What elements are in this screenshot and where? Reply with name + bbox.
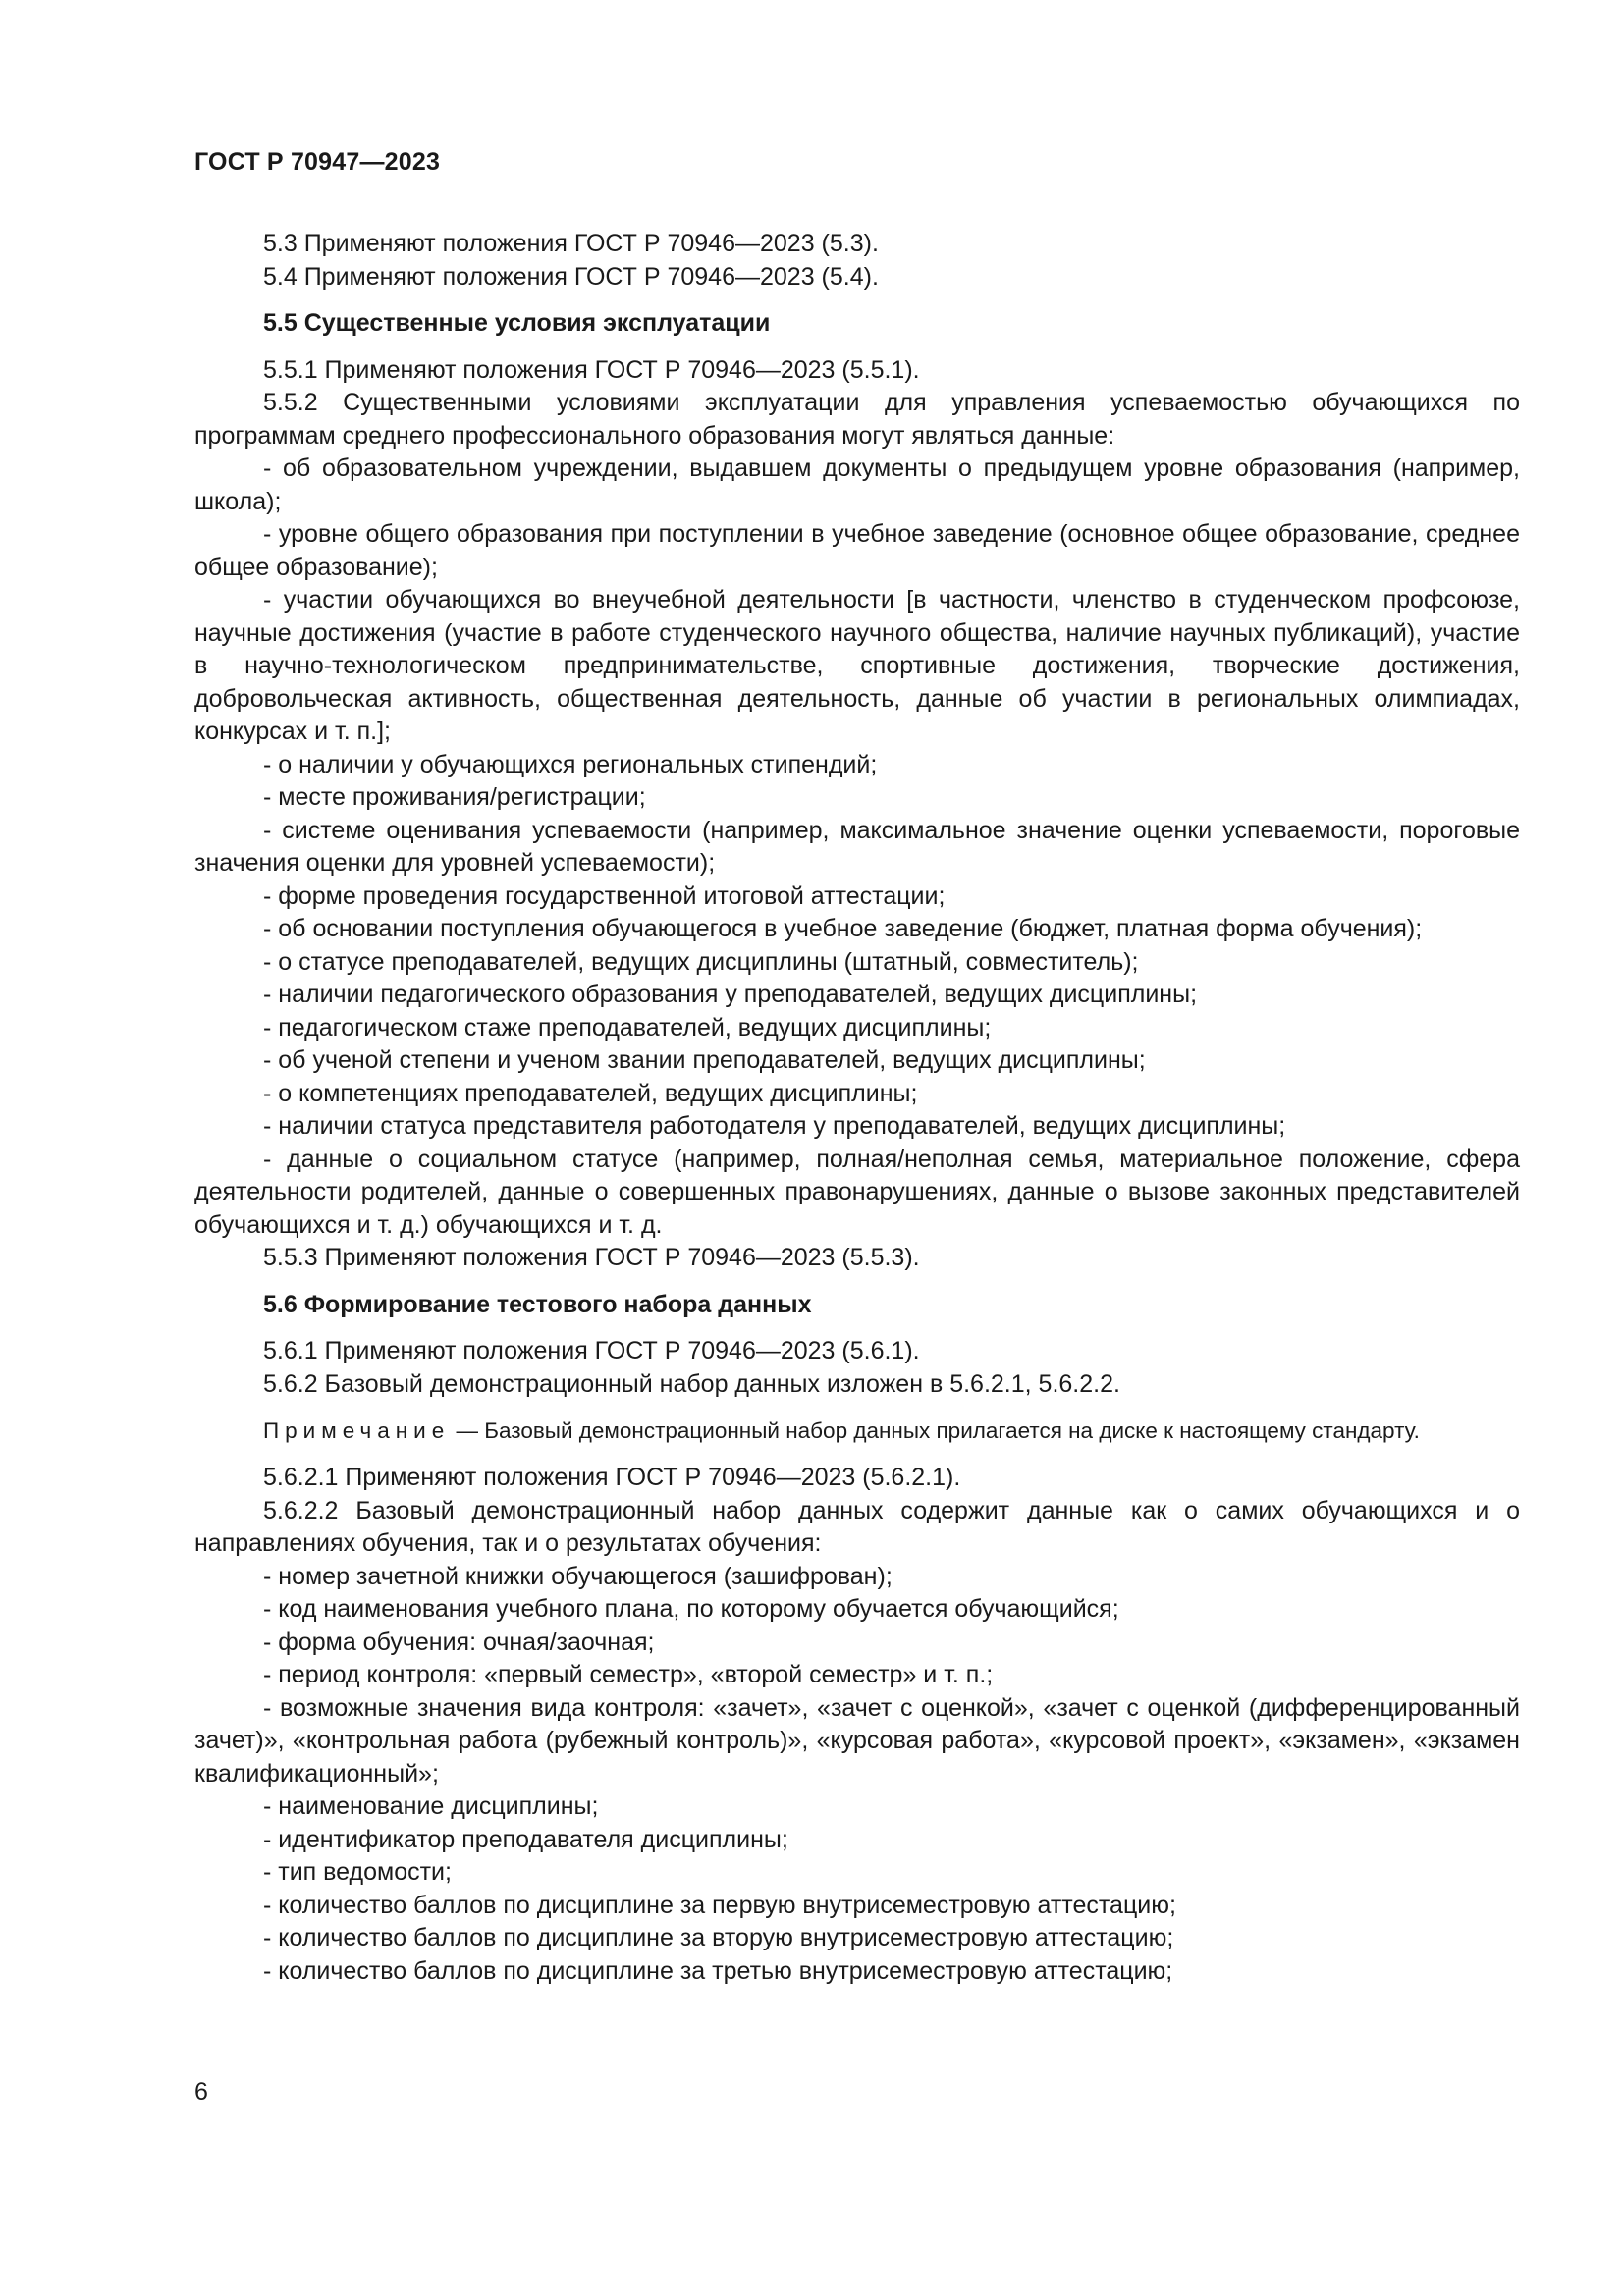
list-item: - тип ведомости;: [263, 1858, 452, 1886]
paragraph-5-3: 5.3 Применяют положения ГОСТ Р 70946—2023 (5.3).: [263, 230, 879, 257]
paragraph-5-4: 5.4 Применяют положения ГОСТ Р 70946—2023 (5.4).: [263, 262, 879, 291]
list-item: - период контроля: «первый семестр», «второй семестр» и т. п.;: [263, 1661, 994, 1688]
note-text: — Базовый демонстрационный набор данных прилагается на диске к настоящему стандарту.: [450, 1418, 1420, 1443]
list-item: - возможные значения вида контроля: «зачет», «зачет с оценкой», «зачет с оценкой (дифференцированный зачет)», «контрольная работа (рубежный контроль)», «курсовая работа», «курсовой проект», «экзамен», «экзамен квалификационный»;: [194, 1693, 1520, 1788]
list-item: - системе оценивания успеваемости (например, максимальное значение оценки успеваемости, пороговые значения оценки для уровней успеваемости);: [194, 816, 1520, 877]
list-item: - наличии статуса представителя работодателя у преподавателей, ведущих дисциплины;: [263, 1112, 1286, 1140]
list-item: - количество баллов по дисциплине за третью внутрисеместровую аттестацию;: [263, 1956, 1173, 1985]
list-item: - педагогическом стаже преподавателей, ведущих дисциплины;: [263, 1013, 992, 1041]
list-item: - форма обучения: очная/заочная;: [263, 1628, 655, 1656]
list-item: - об ученой степени и ученом звании преподавателей, ведущих дисциплины;: [263, 1046, 1146, 1074]
list-item: - о наличии у обучающихся региональных стипендий;: [263, 750, 878, 778]
list-item: - об образовательном учреждении, выдавшем документы о предыдущем уровне образования (например, школа);: [194, 454, 1520, 515]
list-item: - месте проживания/регистрации;: [263, 783, 646, 811]
list-item: - количество баллов по дисциплине за первую внутрисеместровую аттестацию;: [263, 1891, 1176, 1919]
page-number: 6: [194, 2078, 208, 2106]
paragraph-5-6-2-2: 5.6.2.2 Базовый демонстрационный набор данных содержит данные как о самих обучающихся и о направлениях обучения, так и о результатах обучения:: [194, 1496, 1520, 1557]
list-item: - форме проведения государственной итоговой аттестации;: [263, 881, 946, 910]
list-item: - количество баллов по дисциплине за вторую внутрисеместровую аттестацию;: [263, 1924, 1174, 1951]
list-item: - наличии педагогического образования у преподавателей, ведущих дисциплины;: [263, 981, 1198, 1008]
section-heading-5-5: 5.5 Существенные условия эксплуатации: [263, 309, 771, 337]
section-heading-5-6: 5.6 Формирование тестового набора данных: [263, 1290, 812, 1318]
paragraph-5-5-3: 5.5.3 Применяют положения ГОСТ Р 70946—2023 (5.5.3).: [263, 1244, 920, 1271]
list-item: - о компетенциях преподавателей, ведущих дисциплины;: [263, 1079, 918, 1107]
list-item: - участии обучающихся во внеучебной деятельности [в частности, членство в студенческом профсоюзе, научные достижения (участие в работе студенческого научного общества, наличие научных публикаций), участие в научно-технологическом предпринимательстве, спортивные достижения, творческие достижения, добровольческая активность, общественная деятельность, данные об участии в региональных олимпиадах, конкурсах и т. п.];: [194, 586, 1520, 745]
paragraph-5-6-2: 5.6.2 Базовый демонстрационный набор данных изложен в 5.6.2.1, 5.6.2.2.: [263, 1369, 1120, 1398]
list-item: - код наименования учебного плана, по которому обучается обучающийся;: [263, 1595, 1119, 1623]
paragraph-5-5-1: 5.5.1 Применяют положения ГОСТ Р 70946—2023 (5.5.1).: [263, 355, 920, 384]
note: [194, 1416, 1520, 1446]
list-item: - идентификатор преподавателя дисциплины;: [263, 1825, 788, 1853]
document-body: [194, 228, 1520, 1988]
note-label: Примечание: [263, 1418, 451, 1443]
list-item: - наименование дисциплины;: [263, 1792, 599, 1820]
list-item: - номер зачетной книжки обучающегося (зашифрован);: [263, 1562, 893, 1590]
list-item: - уровне общего образования при поступлении в учебное заведение (основное общее образование, среднее общее образование);: [194, 520, 1520, 581]
paragraph-5-5-2: 5.5.2 Существенными условиями эксплуатации для управления успеваемостью обучающихся по программам среднего профессионального образования могут являться данные:: [194, 389, 1520, 450]
paragraph-5-6-1: 5.6.1 Применяют положения ГОСТ Р 70946—2023 (5.6.1).: [263, 1337, 920, 1364]
list-item: - об основании поступления обучающегося в учебное заведение (бюджет, платная форма обучения);: [263, 915, 1423, 942]
list-item: - данные о социальном статусе (например, полная/неполная семья, материальное положение, сфера деятельности родителей, данные о совершенных правонарушениях, данные о вызове законных представителей обучающихся и т. д.) обучающихся и т. д.: [194, 1145, 1520, 1239]
paragraph-5-6-2-1: 5.6.2.1 Применяют положения ГОСТ Р 70946—2023 (5.6.2.1).: [263, 1464, 961, 1491]
document-code-header: ГОСТ Р 70947—2023: [194, 148, 441, 176]
list-item: - о статусе преподавателей, ведущих дисциплины (штатный, совместитель);: [263, 947, 1139, 976]
